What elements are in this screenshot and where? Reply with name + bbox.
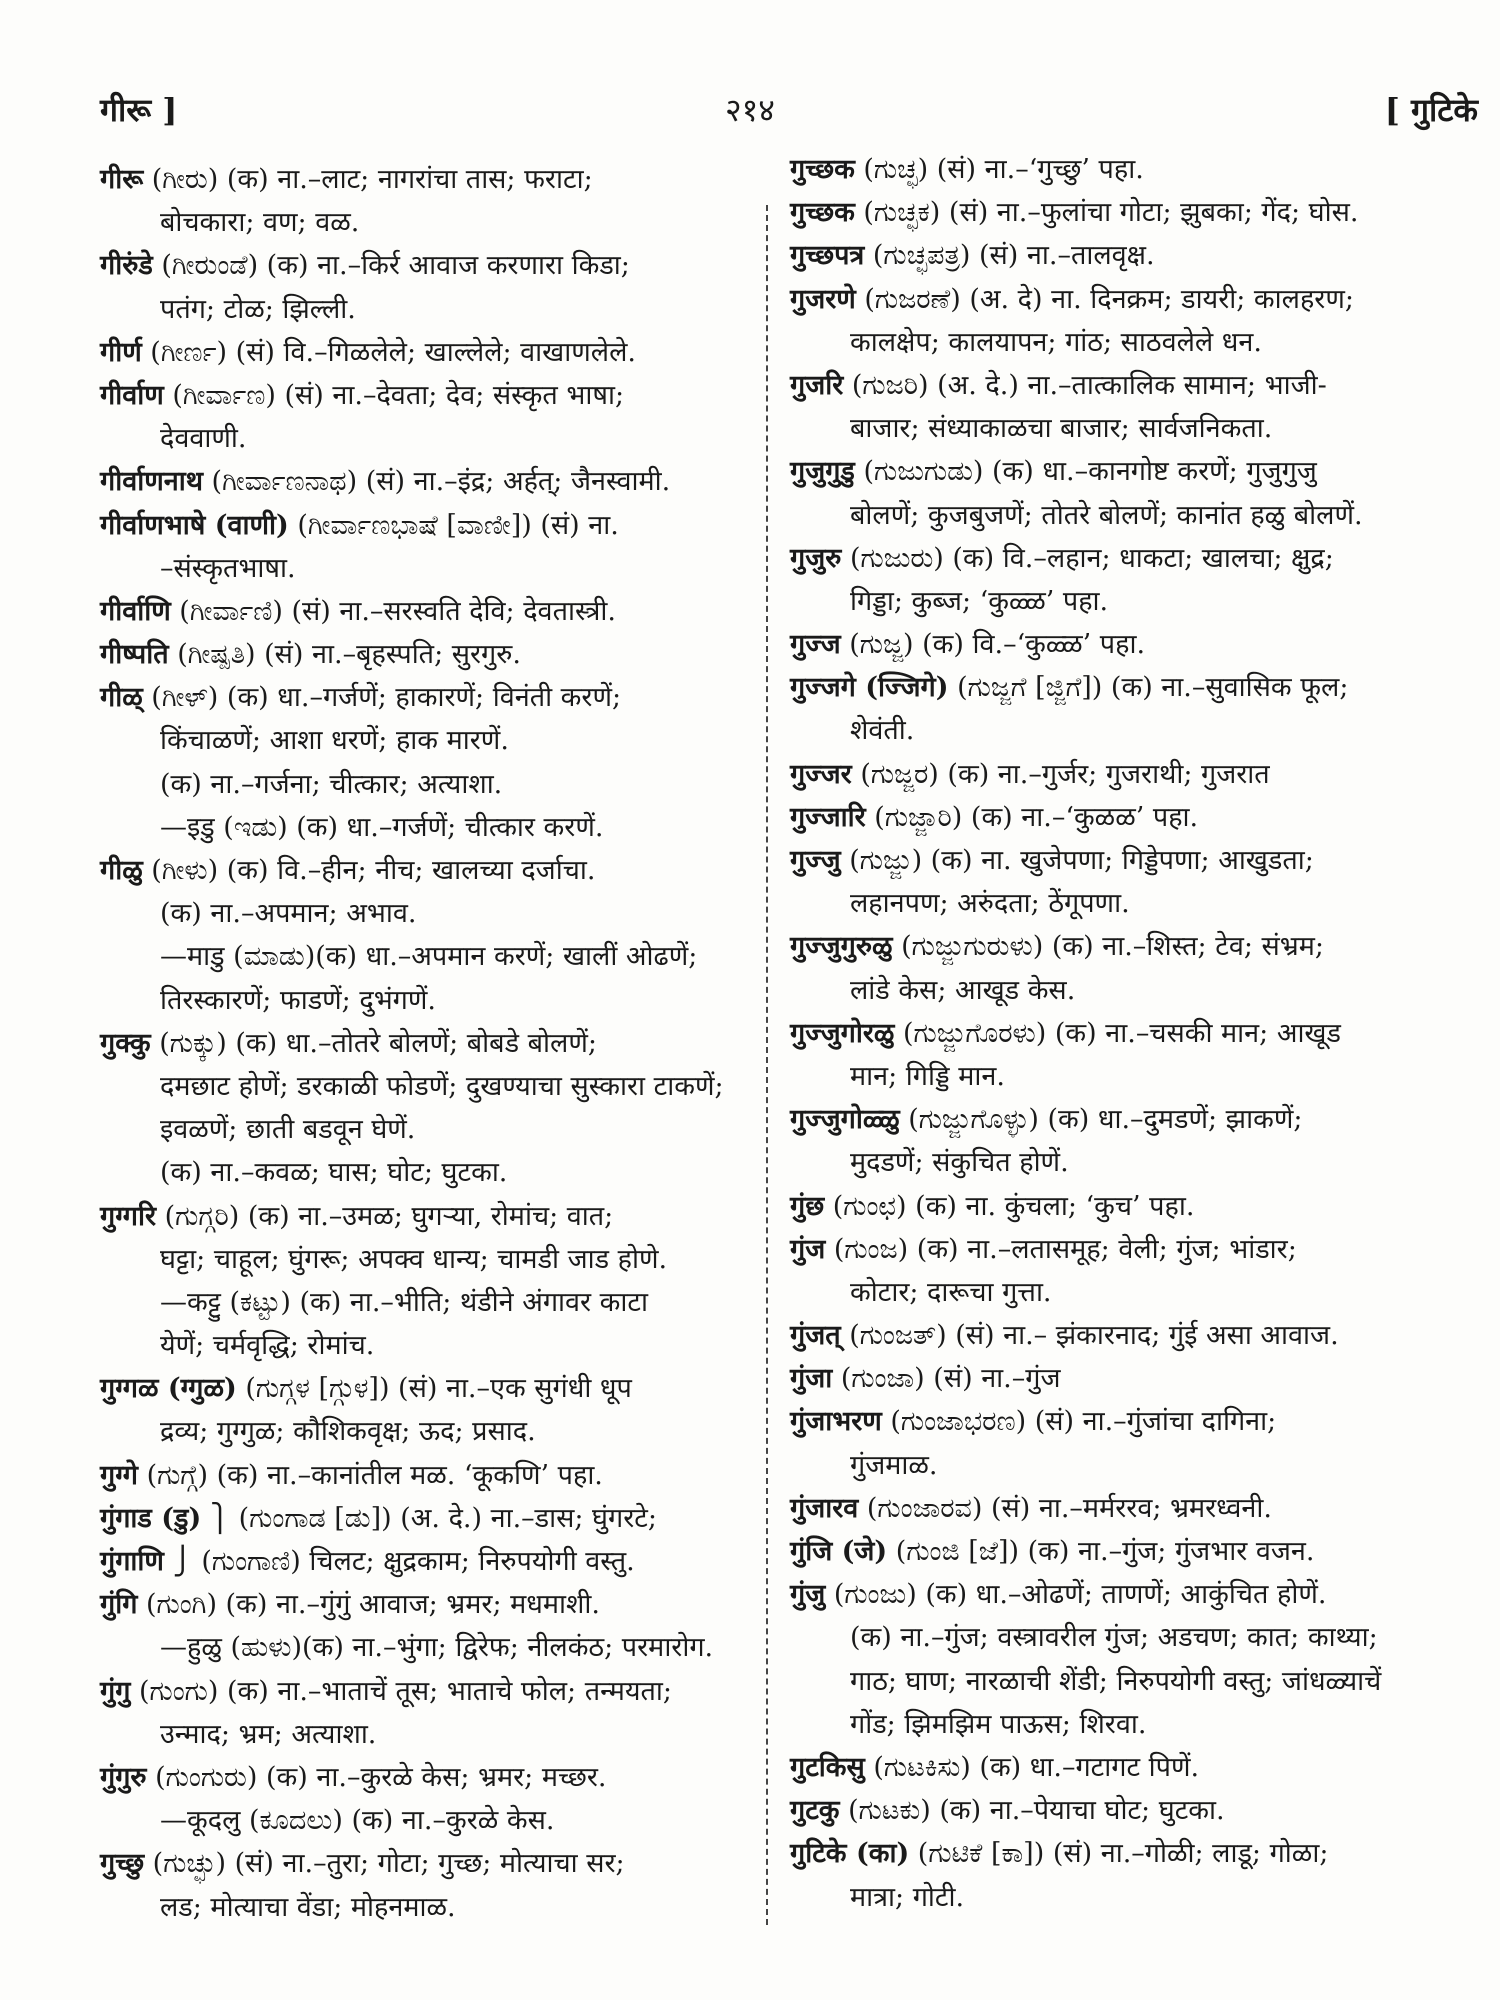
dictionary-entry-line (790, 278, 1490, 321)
definition-text: (ಗುಚ್ಛಕ) (सं) ना.–फुलांचा गोटा; झुबका; गेंद; घोस. (854, 197, 1359, 229)
headword: गीर्ण (100, 336, 142, 368)
dictionary-entry-line (790, 1400, 1490, 1443)
dictionary-entry-line (100, 1454, 780, 1497)
headword: गुंजा (790, 1363, 833, 1395)
headword: गुंजाभरण (790, 1406, 882, 1438)
headword: गुंजत् (790, 1320, 841, 1352)
entry-continuation-line (790, 1141, 1490, 1184)
headword: गुग्गे (100, 1459, 138, 1491)
dictionary-entry-line (100, 244, 780, 287)
definition-text: (क) ना.–गुंज; वस्त्रावरील गुंज; अडचण; कात; काथ्या; (850, 1622, 1378, 1654)
headword: गुंगाणि (100, 1546, 164, 1577)
dictionary-entry-line (790, 839, 1490, 882)
definition-text: (ಗೀರ್ವಾಣನಾಥ) (सं) ना.–इंद्र; अर्हत्; जैनस्वामी. (202, 466, 671, 498)
definition-text: देववाणी. (160, 423, 247, 455)
definition-text: (ಗುಜ್ಜ) (क) वि.–‘कुळ्ळ’ पहा. (840, 629, 1146, 661)
headword: गुंज (790, 1233, 826, 1265)
entry-continuation-line (100, 806, 780, 849)
dictionary-entry-line (790, 1530, 1490, 1573)
dictionary-entry-line (100, 460, 780, 503)
dictionary-entry-line (790, 450, 1490, 493)
right-column (790, 148, 1490, 1919)
entry-continuation-line (790, 1616, 1490, 1659)
entry-continuation-line (100, 1108, 780, 1151)
dictionary-entry-line (100, 676, 780, 719)
entry-continuation-line (100, 1324, 780, 1367)
definition-text: (ಗೀಷ್ಪತಿ) (सं) ना.–बृहस्पति; सुरगुरु. (168, 639, 521, 671)
dictionary-entry-line (100, 590, 780, 633)
headword: गुच्छक (790, 197, 855, 229)
definition-text: (ಗುಜರಣೆ) (अ. दे) ना. दिनक्रम; डायरी; कालहरण; (855, 283, 1354, 315)
dictionary-entry-line (790, 666, 1490, 709)
entry-continuation-line (790, 1444, 1490, 1487)
dictionary-entry-line (100, 504, 780, 547)
entry-continuation-line (790, 969, 1490, 1012)
definition-text: ⎫ (ಗುಂಗಾಡ [ಡು]) (अ. दे.) ना.–डास; घुंगरटे; (201, 1502, 657, 1534)
headword: गुंगु (100, 1675, 131, 1707)
entry-continuation-line (100, 1713, 780, 1756)
definition-text: (क) ना.–गर्जना; चीत्कार; अत्याशा. (160, 768, 503, 800)
definition-text: उन्माद; भ्रम; अत्याशा. (160, 1718, 377, 1750)
definition-text: (ಗುಜರಿ) (अ. दे.) ना.–तात्कालिक सामान; भाजी- (843, 369, 1327, 401)
headword: गुज्जु (790, 845, 841, 876)
headword: गीर्वाणनाथ (100, 466, 203, 498)
definition-text: (ಗುಂಗುರು) (क) ना.–कुरळे केस; भ्रमर; मच्छर. (146, 1761, 607, 1793)
definition-text: गोंड; झिमझिम पाऊस; शिरवा. (850, 1708, 1147, 1740)
dictionary-entry-line (100, 1497, 780, 1540)
headword: गीरुंडे (100, 250, 153, 282)
definition-text: (ಗುಜ್ಜರ) (क) ना.–गुर्जर; गुजराथी; गुजरात (851, 758, 1270, 790)
headword: गीरू (100, 164, 144, 195)
definition-text: (ಗುಂಜಾ) (सं) ना.–गुंज (832, 1363, 1061, 1395)
definition-text: (ಗುಟಿಕೆ [ಕಾ]) (सं) ना.–गोळी; लाडू; गोळा; (909, 1838, 1329, 1870)
definition-text: दमछाट होणें; डरकाळी फोडणें; दुखण्याचा सुस्कारा टाकणें; (160, 1070, 724, 1102)
definition-text: (ಗೀರು) (क) ना.–लाट; नागरांचा तास; फराटा; (143, 164, 593, 195)
entry-continuation-line (100, 719, 780, 762)
definition-text: (ಗುಂಜ) (क) ना.–लतासमूह; वेली; गुंज; भांडार; (825, 1233, 1297, 1265)
dictionary-entry-line (100, 1195, 780, 1238)
headword: गीर्वाणि (100, 595, 171, 627)
definition-text: (ಗುಚ್ಛಪತ್ರ) (सं) ना.–तालवृक्ष. (864, 240, 1155, 272)
definition-text: मुदडणें; संकुचित होणें. (850, 1147, 1069, 1179)
definition-text: शेवंती. (850, 715, 915, 747)
definition-text: (ಗುಂಜು) (क) धा.–ओढणें; ताणणें; आकुंचित होणें. (825, 1579, 1327, 1611)
definition-text: तिरस्कारणें; फाडणें; दुभंगणें. (160, 984, 436, 1016)
dictionary-entry-line (790, 1746, 1490, 1789)
entry-continuation-line (100, 1281, 780, 1324)
definition-text: (ಗುಜ್ಜಾರಿ) (क) ना.–‘कुळळ’ पहा. (865, 801, 1199, 833)
dictionary-entry-line (790, 623, 1490, 666)
definition-text: (क) ना.–कवळ; घास; घोट; घुटका. (160, 1157, 508, 1189)
dictionary-entry-line (100, 1022, 780, 1065)
headword: गुज्जुगोरळु (790, 1017, 895, 1049)
headword: गीर्वाण (100, 379, 164, 411)
definition-text: गाठ; घाण; नारळाची शेंडी; निरुपयोगी वस्तु; जांधळ्याचें (850, 1665, 1382, 1697)
dictionary-entry-line (100, 1670, 780, 1713)
page-number: २१४ (725, 91, 775, 129)
dictionary-entry-line (790, 753, 1490, 796)
definition-text: (ಗುಜ್ಜುಗುರುಳು) (क) ना.–शिस्त; टेव; संभ्रम; (892, 931, 1324, 963)
headword: गुज्जर (790, 758, 852, 790)
definition-text: (ಗುಟಕು) (क) ना.–पेयाचा घोट; घुटका. (839, 1795, 1225, 1827)
headword: गीर्वाणभाषे (वाणी) (100, 509, 289, 541)
definition-text: —माडु (ಮಾಡು)(क) धा.–अपमान करणें; खालीं ओढणें; (160, 941, 698, 973)
definition-text: (ಗುಂಜತ್) (सं) ना.– झंकारनाद; गुंई असा आवाज. (840, 1320, 1339, 1352)
dictionary-entry-line (100, 1756, 780, 1799)
definition-text: (ಗುಗ್ಗರಿ) (क) ना.–उमळ; घुगऱ्या, रोमांच; वात; (156, 1200, 614, 1232)
headword: गुजरि (790, 369, 844, 401)
definition-text: (ಗೀರ್ವಾಣ) (सं) ना.–देवता; देव; संस्कृत भाषा; (163, 379, 625, 411)
dictionary-entry-line (790, 1357, 1490, 1400)
entry-continuation-line (790, 709, 1490, 752)
headword: गीळु (100, 855, 143, 886)
entry-continuation-line (790, 1055, 1490, 1098)
definition-text: (ಗುಂಗಿ) (क) ना.–गुंगुं आवाज; भ्रमर; मधमाशी. (137, 1589, 600, 1621)
headword: गुटकिसु (790, 1751, 865, 1783)
dictionary-entry-line (100, 1540, 780, 1583)
dictionary-entry-line (790, 1573, 1490, 1616)
definition-text: द्रव्य; गुग्गुळ; कौशिकवृक्ष; ऊद; प्रसाद. (160, 1416, 536, 1448)
entry-continuation-line (790, 321, 1490, 364)
definition-text: —इडु (ಇಡು) (क) धा.–गर्जणें; चीत्कार करणें. (160, 811, 604, 843)
entry-continuation-line (100, 1238, 780, 1281)
headword: गुज्जुगोळ्ळु (790, 1104, 900, 1136)
headword: गुजुरु (790, 542, 842, 574)
definition-text: ⎭ (ಗುಂಗಾಣಿ) चिलट; क्षुद्रकाम; निरुपयोगी वस्तु. (163, 1546, 635, 1577)
definition-text: (ಗುಂಜಾಭರಣ) (सं) ना.–गुंजांचा दागिना; (881, 1406, 1277, 1438)
headword: गुग्गळ (ग्गुळ) (100, 1373, 237, 1405)
headword: गुग्गरि (100, 1200, 157, 1232)
definition-text: कालक्षेप; कालयापन; गांठ; साठवलेले धन. (850, 326, 1262, 358)
dictionary-entry-line (790, 234, 1490, 277)
definition-text: पतंग; टोळ; झिल्ली. (160, 293, 356, 325)
headword: गुज्ज (790, 629, 841, 661)
headword: गुंगि (100, 1589, 138, 1621)
definition-text: –संस्कृतभाषा. (160, 552, 296, 584)
entry-continuation-line (100, 935, 780, 978)
entry-continuation-line (100, 547, 780, 590)
headword: गुटकु (790, 1795, 840, 1827)
headword: गुंगाड (डु) (100, 1502, 202, 1534)
entry-continuation-line (100, 417, 780, 460)
definition-text: —कूदलु (ಕೂದಲು) (क) ना.–कुरळे केस. (160, 1805, 555, 1837)
definition-text: (ಗುಕ್ಕು) (क) धा.–तोतरे बोलणें; बोबडे बोलणें; (150, 1027, 597, 1059)
headword: गुजुगुडु (790, 456, 855, 488)
headword: गुज्जुगुरुळु (790, 931, 893, 963)
dictionary-entry-line (100, 374, 780, 417)
entry-continuation-line (790, 1660, 1490, 1703)
definition-text: (ಗೀರ್ಣ) (सं) वि.–गिळलेले; खाल्लेले; वाखाणलेले. (141, 336, 636, 368)
headword: गुटिके (का) (790, 1838, 910, 1870)
definition-text: किंचाळणें; आशा धरणें; हाक मारणें. (160, 725, 509, 757)
definition-text: (ಗುಜ್ಜು) (क) ना. खुजेपणा; गिड्डेपणा; आखुडता; (840, 845, 1314, 876)
entry-continuation-line (790, 1876, 1490, 1919)
dictionary-entry-line (100, 331, 780, 374)
definition-text: (क) ना.–अपमान; अभाव. (160, 898, 417, 930)
entry-continuation-line (100, 201, 780, 244)
dictionary-entry-line (100, 1842, 780, 1885)
definition-text: (ಗುಚ್ಛು) (सं) ना.–तुरा; गोटा; गुच्छ; मोत्याचा सर; (144, 1848, 625, 1880)
dictionary-entry-line (790, 1012, 1490, 1055)
entry-continuation-line (100, 1799, 780, 1842)
definition-text: मान; गिड्डि मान. (850, 1060, 1005, 1092)
entry-continuation-line (790, 882, 1490, 925)
entry-continuation-line (100, 1410, 780, 1453)
column-divider (766, 205, 768, 1925)
definition-text: लांडे केस; आखूड केस. (850, 974, 1076, 1006)
definition-text: (ಗೀಳ್) (क) धा.–गर्जणें; हाकारणें; विनंती करणें; (142, 682, 622, 714)
running-head-last-word: [ गुटिके (1384, 91, 1478, 129)
definition-text: —हुळु (ಹುಳು)(क) ना.–भुंगा; द्विरेफ; नीलकंठ; परमारोग. (160, 1632, 714, 1664)
definition-text: (ಗುಜುರು) (क) वि.–लहान; धाकटा; खालचा; क्षुद्र; (841, 542, 1334, 574)
definition-text: (ಗುಜ್ಜುಗೊರಳು) (क) ना.–चसकी मान; आखूड (894, 1017, 1341, 1049)
headword: गुंजारव (790, 1492, 859, 1524)
headword: गुक्कु (100, 1027, 151, 1059)
definition-text: गुंजमाळ. (850, 1449, 938, 1481)
headword: गुजरणे (790, 283, 856, 315)
entry-continuation-line (790, 1271, 1490, 1314)
headword: गुच्छक (790, 154, 855, 185)
definition-text: (ಗುಜ್ಜುಗೊಳ್ಳು) (क) धा.–दुमडणें; झाकणें; (899, 1104, 1303, 1136)
definition-text: (ಗೀರ್ವಾಣಿ) (सं) ना.–सरस्वति देवि; देवतास्त्री. (170, 595, 616, 627)
entry-continuation-line (100, 892, 780, 935)
dictionary-entry-line (790, 925, 1490, 968)
entry-continuation-line (790, 494, 1490, 537)
entry-continuation-line (790, 1703, 1490, 1746)
definition-text: (ಗುಗ್ಗಳ [ಗ್ಗುಳ]) (सं) ना.–एक सुगंधी धूप (236, 1373, 632, 1405)
entry-continuation-line (100, 1065, 780, 1108)
running-head-first-word: गीरू ] (100, 91, 178, 129)
entry-continuation-line (790, 407, 1490, 450)
dictionary-entry-line (100, 849, 780, 892)
entry-continuation-line (790, 580, 1490, 623)
entry-continuation-line (100, 1626, 780, 1669)
headword: गीष्पति (100, 639, 169, 671)
headword: गुंजि (जे) (790, 1536, 888, 1567)
dictionary-entry-line (100, 633, 780, 676)
entry-continuation-line (100, 763, 780, 806)
headword: गुंजु (790, 1579, 826, 1611)
dictionary-entry-line (790, 537, 1490, 580)
left-column (100, 158, 780, 1929)
dictionary-entry-line (790, 1185, 1490, 1228)
definition-text: (ಗುಜ್ಜಗೆ [ಜ್ಜಿಗೆ]) (क) ना.–सुवासिक फूल; (948, 672, 1349, 704)
definition-text: (ಗುಜುಗುಡು) (क) धा.–कानगोष्ट करणें; गुजुगुजु (854, 456, 1317, 488)
dictionary-entry-line (790, 191, 1490, 234)
dictionary-entry-line (790, 1487, 1490, 1530)
definition-text: बाजार; संध्याकाळचा बाजार; सार्वजनिकता. (850, 413, 1273, 445)
entry-continuation-line (100, 1886, 780, 1929)
definition-text: येणें; चर्मवृद्धि; रोमांच. (160, 1330, 375, 1362)
definition-text: (ಗೀರ್ವಾಣಭಾಷೆ [ವಾಣೀ]) (सं) ना. (288, 509, 619, 541)
dictionary-entry-line (100, 1583, 780, 1626)
dictionary-entry-line (790, 1314, 1490, 1357)
headword: गुंछ (790, 1190, 825, 1222)
headword: गुज्जारि (790, 801, 866, 833)
headword: गुंगुरु (100, 1761, 147, 1793)
definition-text: (ಗೀಳು) (क) वि.–हीन; नीच; खालच्या दर्जाचा. (142, 855, 596, 886)
dictionary-entry-line (100, 1367, 780, 1410)
headword: गीळ् (100, 682, 143, 714)
definition-text: बोलणें; कुजबुजणें; तोतरे बोलणें; कानांत हळु बोलणें. (850, 499, 1363, 531)
definition-text: (ಗುಂಛ) (क) ना. कुंचला; ‘कुच’ पहा. (824, 1190, 1195, 1222)
definition-text: (ಗೀರುಂಡೆ) (क) ना.–किर्र आवाज करणारा किडा; (152, 250, 630, 282)
definition-text: (ಗುಚ್ಛ) (सं) ना.–‘गुच्छु’ पहा. (854, 154, 1144, 185)
headword: गुज्जगे (ज्जिगे) (790, 672, 949, 704)
definition-text: (ಗುಂಜಾರವ) (सं) ना.–मर्मररव; भ्रमरध्वनी. (858, 1492, 1272, 1524)
definition-text: घट्टा; चाहूल; घुंगरू; अपक्व धान्य; चामडी जाड होणे. (160, 1243, 668, 1275)
dictionary-entry-line (790, 1789, 1490, 1832)
definition-text: (ಗುಟಕಿಸು) (क) धा.–गटागट पिणें. (864, 1751, 1200, 1783)
definition-text: लड; मोत्याचा वेंडा; मोहनमाळ. (160, 1891, 456, 1923)
headword: गुच्छपत्र (790, 240, 865, 272)
dictionary-entry-line (790, 1832, 1490, 1875)
dictionary-entry-line (790, 1098, 1490, 1141)
dictionary-entry-line (790, 364, 1490, 407)
definition-text: बोचकारा; वण; वळ. (160, 207, 360, 239)
definition-text: मात्रा; गोटी. (850, 1881, 965, 1913)
dictionary-entry-line (100, 158, 780, 201)
dictionary-entry-line (790, 796, 1490, 839)
definition-text: कोटार; दारूचा गुत्ता. (850, 1276, 1052, 1308)
definition-text: —कट्टु (ಕಟ್ಟು) (क) ना.–भीति; थंडीने अंगावर काटा (160, 1286, 649, 1318)
entry-continuation-line (100, 288, 780, 331)
dictionary-entry-line (790, 148, 1490, 191)
entry-continuation-line (100, 1151, 780, 1194)
definition-text: लहानपण; अरुंदता; ठेंगूपणा. (850, 888, 1130, 920)
headword: गुच्छु (100, 1848, 145, 1880)
dictionary-entry-line (790, 1228, 1490, 1271)
definition-text: (ಗುಗ್ಗೆ) (क) ना.–कानांतील मळ. ‘कूकणि’ पहा. (138, 1459, 603, 1491)
definition-text: (ಗುಂಗು) (क) ना.–भाताचें तूस; भाताचे फोल; तन्मयता; (130, 1675, 672, 1707)
entry-continuation-line (100, 979, 780, 1022)
definition-text: इवळणें; छाती बडवून घेणें. (160, 1114, 416, 1146)
definition-text: (ಗುಂಜಿ [ಜೆ]) (क) ना.–गुंज; गुंजभार वजन. (887, 1536, 1315, 1567)
definition-text: गिड्डा; कुब्ज; ‘कुळ्ळ’ पहा. (850, 585, 1109, 617)
